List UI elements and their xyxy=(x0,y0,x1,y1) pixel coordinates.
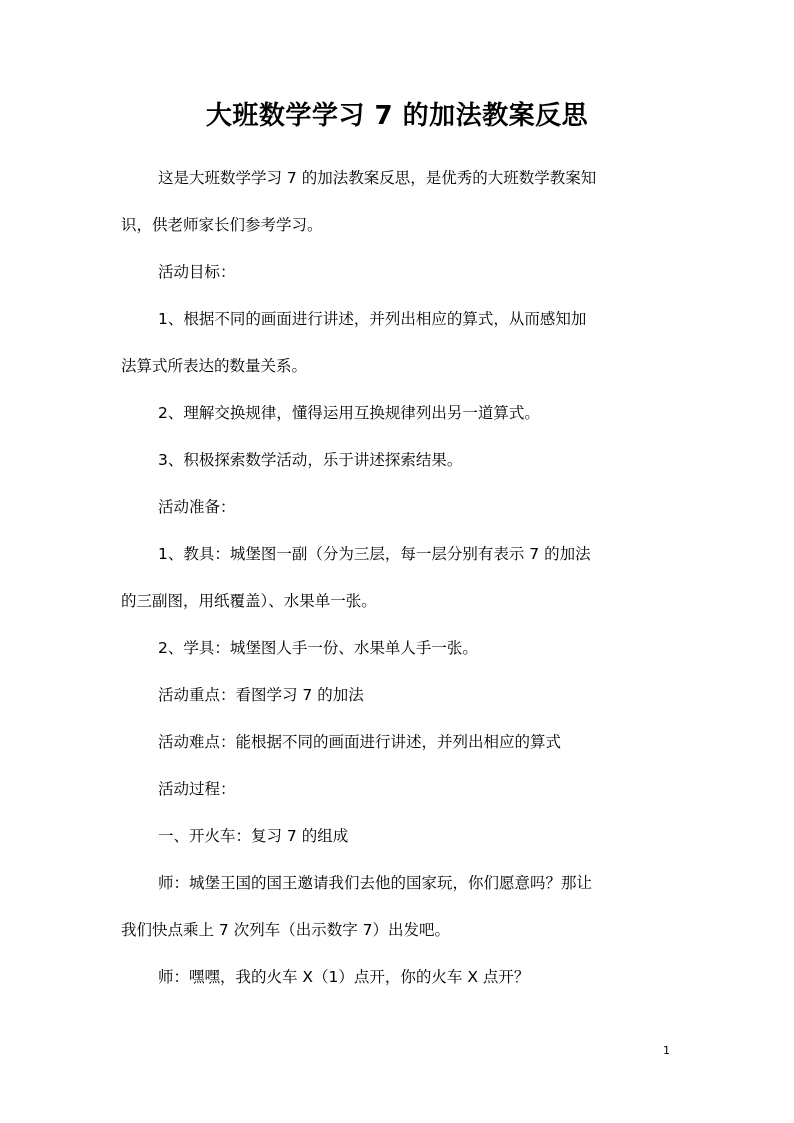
page-number: 1 xyxy=(663,1044,670,1057)
document-title: 大班数学学习 7 的加法教案反思 xyxy=(205,101,589,131)
paragraph-line: 法算式所表达的数量关系。 xyxy=(121,357,308,375)
paragraph: 活动难点：能根据不同的画面进行讲述，并列出相应的算式 xyxy=(158,733,562,751)
paragraph xyxy=(121,167,677,237)
paragraph-line: 1、根据不同的画面进行讲述，并列出相应的算式，从而感知加 xyxy=(158,310,587,328)
paragraph: 2、学具：城堡图人手一份、水果单人手一张。 xyxy=(158,639,478,657)
paragraph-line: 的三副图，用纸覆盖）、水果单一张。 xyxy=(121,592,377,610)
paragraph-line: 识，供老师家长们参考学习。 xyxy=(121,216,323,234)
paragraph: 一、开火车：复习 7 的组成 xyxy=(158,827,349,845)
paragraph: 活动目标： xyxy=(158,263,236,281)
paragraph-line: 师：城堡王国的国王邀请我们去他的国家玩，你们愿意吗？那让 xyxy=(158,874,593,892)
paragraph: 3、积极探索数学活动，乐于讲述探索结果。 xyxy=(158,451,463,469)
document-body xyxy=(121,167,677,1013)
paragraph xyxy=(121,872,677,942)
paragraph: 师：嘿嘿，我的火车 X（1）点开，你的火车 X 点开？ xyxy=(158,968,530,986)
paragraph: 活动过程： xyxy=(158,780,236,798)
paragraph: 活动准备： xyxy=(158,498,236,516)
paragraph-line: 我们快点乘上 7 次列车（出示数字 7）出发吧。 xyxy=(121,921,451,939)
paragraph: 活动重点：看图学习 7 的加法 xyxy=(158,686,364,704)
paragraph xyxy=(121,543,677,613)
paragraph-line: 这是大班数学学习 7 的加法教案反思，是优秀的大班数学教案知 xyxy=(158,169,597,187)
paragraph: 2、理解交换规律，懂得运用互换规律列出另一道算式。 xyxy=(158,404,540,422)
paragraph-line: 1、教具：城堡图一副（分为三层，每一层分别有表示 7 的加法 xyxy=(158,545,591,563)
paragraph xyxy=(121,308,677,378)
